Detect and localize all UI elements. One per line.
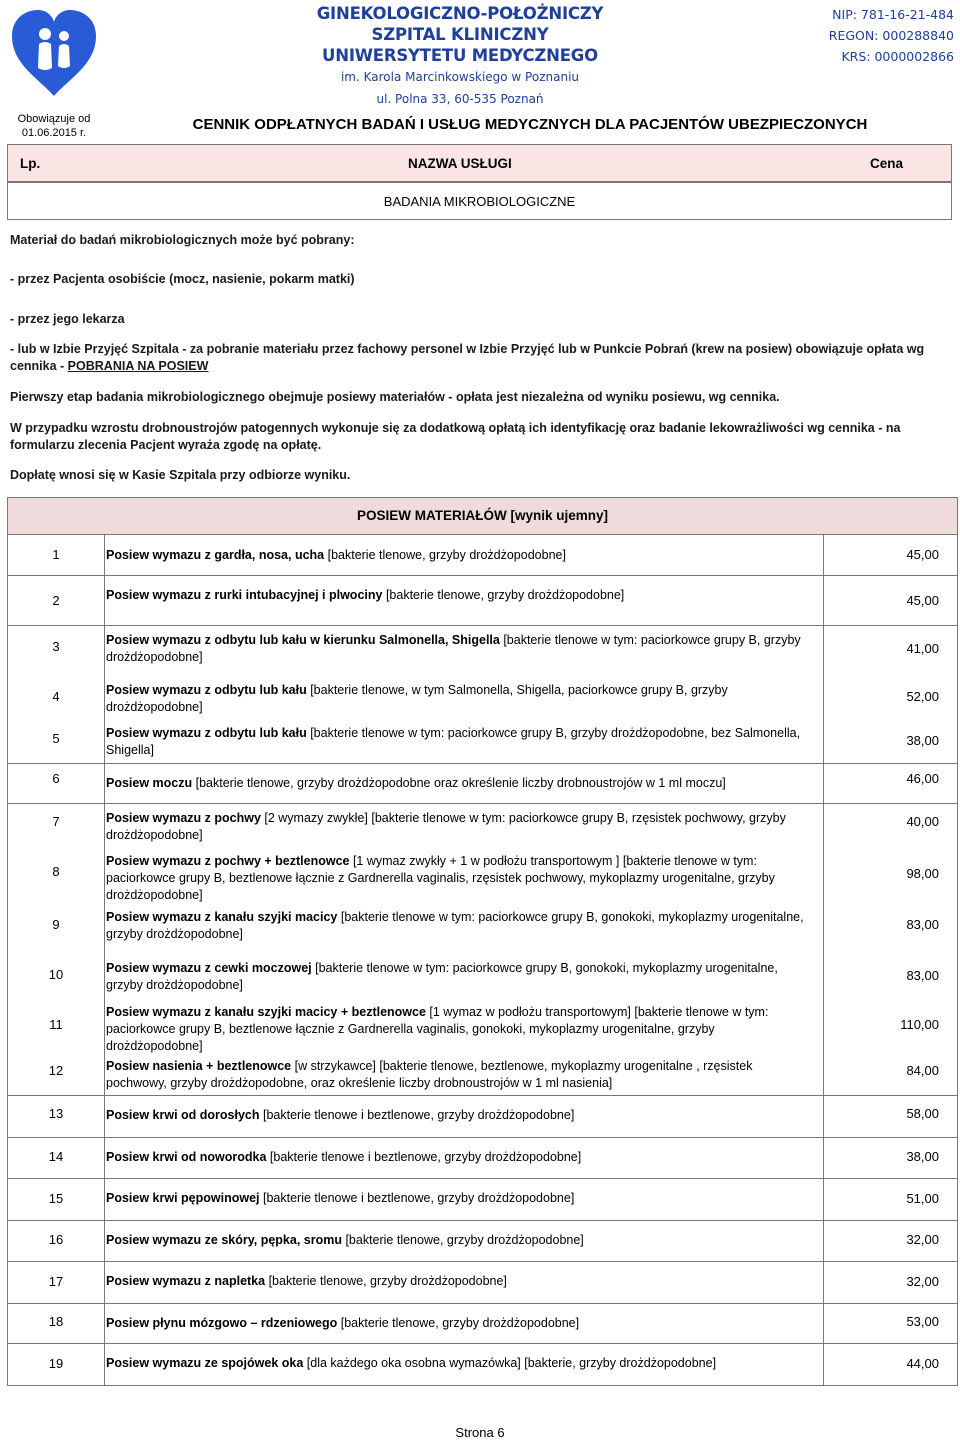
nip: NIP: 781-16-21-484 xyxy=(832,7,954,22)
row-description xyxy=(106,632,811,666)
col-price: Cena xyxy=(870,156,904,171)
intro-p4 xyxy=(10,341,955,375)
row-lp: 7 xyxy=(52,814,60,829)
row-description xyxy=(106,909,811,943)
hospital-logo xyxy=(8,6,100,102)
row-price: 84,00 xyxy=(906,1063,939,1078)
row-description xyxy=(106,587,811,604)
row-description xyxy=(106,547,811,564)
valid-from xyxy=(8,112,100,140)
row-description xyxy=(106,682,811,716)
row-separator xyxy=(8,625,957,626)
service-name: Posiew wymazu z kanału szyjki macicy + beztlenowce xyxy=(106,1005,426,1019)
row-description xyxy=(106,1058,811,1092)
service-name: Posiew krwi od dorosłych xyxy=(106,1108,260,1122)
row-lp: 6 xyxy=(52,771,60,786)
service-detail: [1 wymaz zwykły + 1 w podłożu transportowym ] [bakterie tlenowe w tym: paciorkowce grupy B, beztlenowe łącznie z Gardnerella vaginalis, rzęsistek pochwowy, mykoplazmy urogenitalne, grzyby drożdżopodobne] xyxy=(106,854,775,902)
row-lp: 4 xyxy=(52,689,60,704)
service-name: Posiew płynu mózgowo – rdzeniowego xyxy=(106,1316,338,1330)
intro-p4-text: - lub w Izbie Przyjęć Szpitala - za pobranie materiału przez fachowy personel w Izbie Przyjęć lub w Punkcie Pobrań (krew na posiew) obowiązuje opłata wg cennika - xyxy=(10,342,925,373)
row-lp: 19 xyxy=(48,1356,64,1371)
row-description xyxy=(106,1315,811,1332)
col-divider-2 xyxy=(823,535,824,1385)
service-detail: [bakterie tlenowe i beztlenowe, grzyby drożdżopodobne] xyxy=(266,1150,582,1164)
intro-p5: Pierwszy etap badania mikrobiologicznego obejmuje posiewy materiałów - opłata jest niezależna od wyniku posiewu, wg cennika. xyxy=(10,390,780,404)
row-separator xyxy=(8,1261,957,1262)
service-name: Posiew wymazu z odbytu lub kału xyxy=(106,683,307,697)
row-lp: 16 xyxy=(48,1232,64,1247)
hospital-ids xyxy=(829,4,954,67)
service-detail: [bakterie tlenowe, grzyby drożdżopodobne] xyxy=(382,588,625,602)
row-lp: 8 xyxy=(52,864,60,879)
row-separator xyxy=(8,1220,957,1221)
row-price: 51,00 xyxy=(906,1191,939,1206)
row-price: 44,00 xyxy=(906,1356,939,1371)
service-name: Posiew wymazu z rurki intubacyjnej i plwociny xyxy=(106,588,383,602)
row-price: 83,00 xyxy=(906,917,939,932)
row-price: 32,00 xyxy=(906,1232,939,1247)
row-price: 32,00 xyxy=(906,1274,939,1289)
row-lp: 15 xyxy=(48,1191,64,1206)
row-lp: 13 xyxy=(48,1106,64,1121)
row-price: 40,00 xyxy=(906,814,939,829)
row-separator xyxy=(8,803,957,804)
service-detail: [bakterie tlenowe i beztlenowe, grzyby drożdżopodobne] xyxy=(259,1108,575,1122)
service-detail: [bakterie tlenowe, grzyby drożdżopodobne] xyxy=(265,1274,507,1288)
intro-p3: - przez jego lekarza xyxy=(10,312,125,326)
row-description xyxy=(106,810,811,844)
row-description xyxy=(106,1004,811,1055)
service-name: Posiew nasienia + beztlenowce xyxy=(106,1059,292,1073)
subsection-title: POSIEW MATERIAŁÓW [wynik ujemny] xyxy=(7,497,958,535)
service-detail: [w strzykawce] [bakterie tlenowe, beztlenowe, mykoplazmy urogenitalne , rzęsistek pochwowy, grzyby drożdżopodobne, oraz określenie liczby drobnoustrojów w 1 ml nasienia] xyxy=(106,1059,753,1090)
service-name: Posiew wymazu z pochwy + beztlenowce xyxy=(106,854,350,868)
service-detail: [bakterie tlenowe, grzyby drożdżopodobne] xyxy=(341,1233,584,1247)
intro-p7: Dopłatę wnosi się w Kasie Szpitala przy odbiorze wyniku. xyxy=(10,468,351,482)
col-lp: Lp. xyxy=(20,156,41,171)
section-title: BADANIA MIKROBIOLOGICZNE xyxy=(7,182,952,220)
intro-p1: Materiał do badań mikrobiologicznych może być pobrany: xyxy=(10,233,355,247)
row-description xyxy=(106,960,811,994)
intro-p2: - przez Pacjenta osobiście (mocz, nasienie, pokarm matki) xyxy=(10,272,355,286)
row-price: 38,00 xyxy=(906,1149,939,1164)
row-lp: 11 xyxy=(49,1017,63,1032)
service-name: Posiew krwi od noworodka xyxy=(106,1150,267,1164)
valid-label: Obowiązuje od xyxy=(17,113,91,125)
hospital-line-1: GINEKOLOGICZNO-POŁOŻNICZY xyxy=(316,4,604,23)
service-detail: [bakterie tlenowe w tym: paciorkowce grupy B, grzyby drożdżopodobne] xyxy=(106,633,801,664)
page-title: CENNIK ODPŁATNYCH BADAŃ I USŁUG MEDYCZNYCH DLA PACJENTÓW UBEZPIECZONYCH xyxy=(192,116,868,133)
row-lp: 9 xyxy=(52,917,60,932)
row-price: 45,00 xyxy=(906,547,939,562)
valid-date: 01.06.2015 r. xyxy=(21,127,87,139)
row-price: 98,00 xyxy=(906,866,939,881)
service-name: Posiew wymazu z pochwy xyxy=(106,811,261,825)
service-detail: [bakterie tlenowe w tym: paciorkowce grupy B, gonokoki, mykoplazmy urogenitalne, grzyby drożdżopodobne] xyxy=(106,961,778,992)
row-price: 45,00 xyxy=(906,593,939,608)
hospital-line-3: UNIWERSYTETU MEDYCZNEGO xyxy=(322,46,598,65)
row-description xyxy=(106,1149,811,1166)
row-price: 46,00 xyxy=(906,771,939,786)
hospital-address: ul. Polna 33, 60-535 Poznań xyxy=(376,92,544,106)
row-description xyxy=(106,1355,811,1372)
row-separator xyxy=(8,1343,957,1344)
row-description xyxy=(106,1232,811,1249)
row-description xyxy=(106,1273,811,1290)
service-detail: [bakterie tlenowe i beztlenowe, grzyby drożdżopodobne] xyxy=(259,1191,575,1205)
row-lp: 10 xyxy=(48,967,64,982)
row-price: 41,00 xyxy=(906,641,939,656)
row-lp: 3 xyxy=(52,639,60,654)
row-description xyxy=(106,775,806,792)
hospital-name xyxy=(312,3,608,110)
col-name: NAZWA USŁUGI xyxy=(408,156,512,171)
service-name: Posiew wymazu z cewki moczowej xyxy=(106,961,312,975)
row-lp: 18 xyxy=(48,1314,64,1329)
service-name: Posiew wymazu z odbytu lub kału w kierunku Salmonella, Shigella xyxy=(106,633,500,647)
row-description xyxy=(106,1190,811,1207)
row-price: 52,00 xyxy=(906,689,939,704)
service-detail: [bakterie tlenowe w tym: paciorkowce grupy B, grzyby drożdżopodobne, bez Salmonella, Shigella] xyxy=(106,726,801,757)
row-description xyxy=(106,1107,811,1124)
row-price: 53,00 xyxy=(906,1314,939,1329)
service-name: Posiew wymazu ze skóry, pępka, sromu xyxy=(106,1233,342,1247)
row-separator xyxy=(8,1137,957,1138)
row-price: 110,00 xyxy=(900,1017,939,1032)
row-price: 38,00 xyxy=(906,733,939,748)
row-description xyxy=(106,853,811,904)
service-detail: [bakterie tlenowe, grzyby drożdżopodobne] xyxy=(337,1316,580,1330)
column-header-row xyxy=(7,144,952,182)
col-divider-1 xyxy=(104,535,105,1385)
service-detail: [bakterie tlenowe, grzyby drożdżopodobne] xyxy=(324,548,566,562)
row-separator xyxy=(8,763,957,764)
row-separator xyxy=(8,1095,957,1096)
hospital-line-2: SZPITAL KLINICZNY xyxy=(371,25,549,44)
service-detail: [1 wymaz w podłożu transportowym] [bakterie tlenowe w tym: paciorkowce grupy B, beztlenowe łącznie z Gardnerella vaginalis, gonokoki, mykoplazmy urogenitalne, grzyby drożdżopodobne] xyxy=(106,1005,769,1053)
regon: REGON: 000288840 xyxy=(828,28,954,43)
service-detail: [dla każdego oka osobna wymazówka] [bakterie, grzyby drożdżopodobne] xyxy=(303,1356,717,1370)
price-table xyxy=(7,535,958,1386)
service-name: Posiew wymazu z gardła, nosa, ucha xyxy=(106,548,325,562)
row-separator xyxy=(8,1178,957,1179)
service-detail: [bakterie tlenowe, w tym Salmonella, Shigella, paciorkowce grupy B, grzyby drożdżopodobne] xyxy=(106,683,728,714)
pobrania-link[interactable]: POBRANIA NA POSIEW xyxy=(67,359,209,373)
row-lp: 1 xyxy=(52,547,60,562)
row-price: 83,00 xyxy=(906,968,939,983)
service-detail: [bakterie tlenowe w tym: paciorkowce grupy B, gonokoki, mykoplazmy urogenitalne, grzyby drożdżopodobne] xyxy=(106,910,804,941)
page-number: Strona 6 xyxy=(455,1425,505,1440)
hospital-line-4: im. Karola Marcinkowskiego w Poznaniu xyxy=(340,70,580,84)
service-name: Posiew wymazu z napletka xyxy=(106,1274,266,1288)
krs: KRS: 0000002866 xyxy=(841,49,954,64)
service-detail: [bakterie tlenowe, grzyby drożdżopodobne oraz określenie liczby drobnoustrojów w 1 ml moczu] xyxy=(192,776,726,790)
row-description xyxy=(106,725,811,759)
row-separator xyxy=(8,1303,957,1304)
row-separator xyxy=(8,575,957,576)
row-lp: 14 xyxy=(48,1149,64,1164)
row-lp: 2 xyxy=(52,593,60,608)
row-lp: 5 xyxy=(52,731,60,746)
service-name: Posiew wymazu z kanału szyjki macicy xyxy=(106,910,338,924)
row-lp: 12 xyxy=(48,1063,64,1078)
service-name: Posiew wymazu ze spojówek oka xyxy=(106,1356,304,1370)
service-name: Posiew moczu xyxy=(106,776,193,790)
row-lp: 17 xyxy=(48,1274,64,1289)
row-price: 58,00 xyxy=(906,1106,939,1121)
service-name: Posiew krwi pępowinowej xyxy=(106,1191,260,1205)
service-name: Posiew wymazu z odbytu lub kału xyxy=(106,726,307,740)
intro-p6: W przypadku wzrostu drobnoustrojów patogennych wykonuje się za dodatkową opłatą ich identyfikację oraz badanie lekowrażliwości wg cennika - na formularzu zlecenia Pacjent wyraża zgodę na opłatę. xyxy=(10,421,901,452)
service-detail: [2 wymazy zwykłe] [bakterie tlenowe w tym: paciorkowce grupy B, rzęsistek pochwowy, grzyby drożdżopodobne] xyxy=(106,811,786,842)
